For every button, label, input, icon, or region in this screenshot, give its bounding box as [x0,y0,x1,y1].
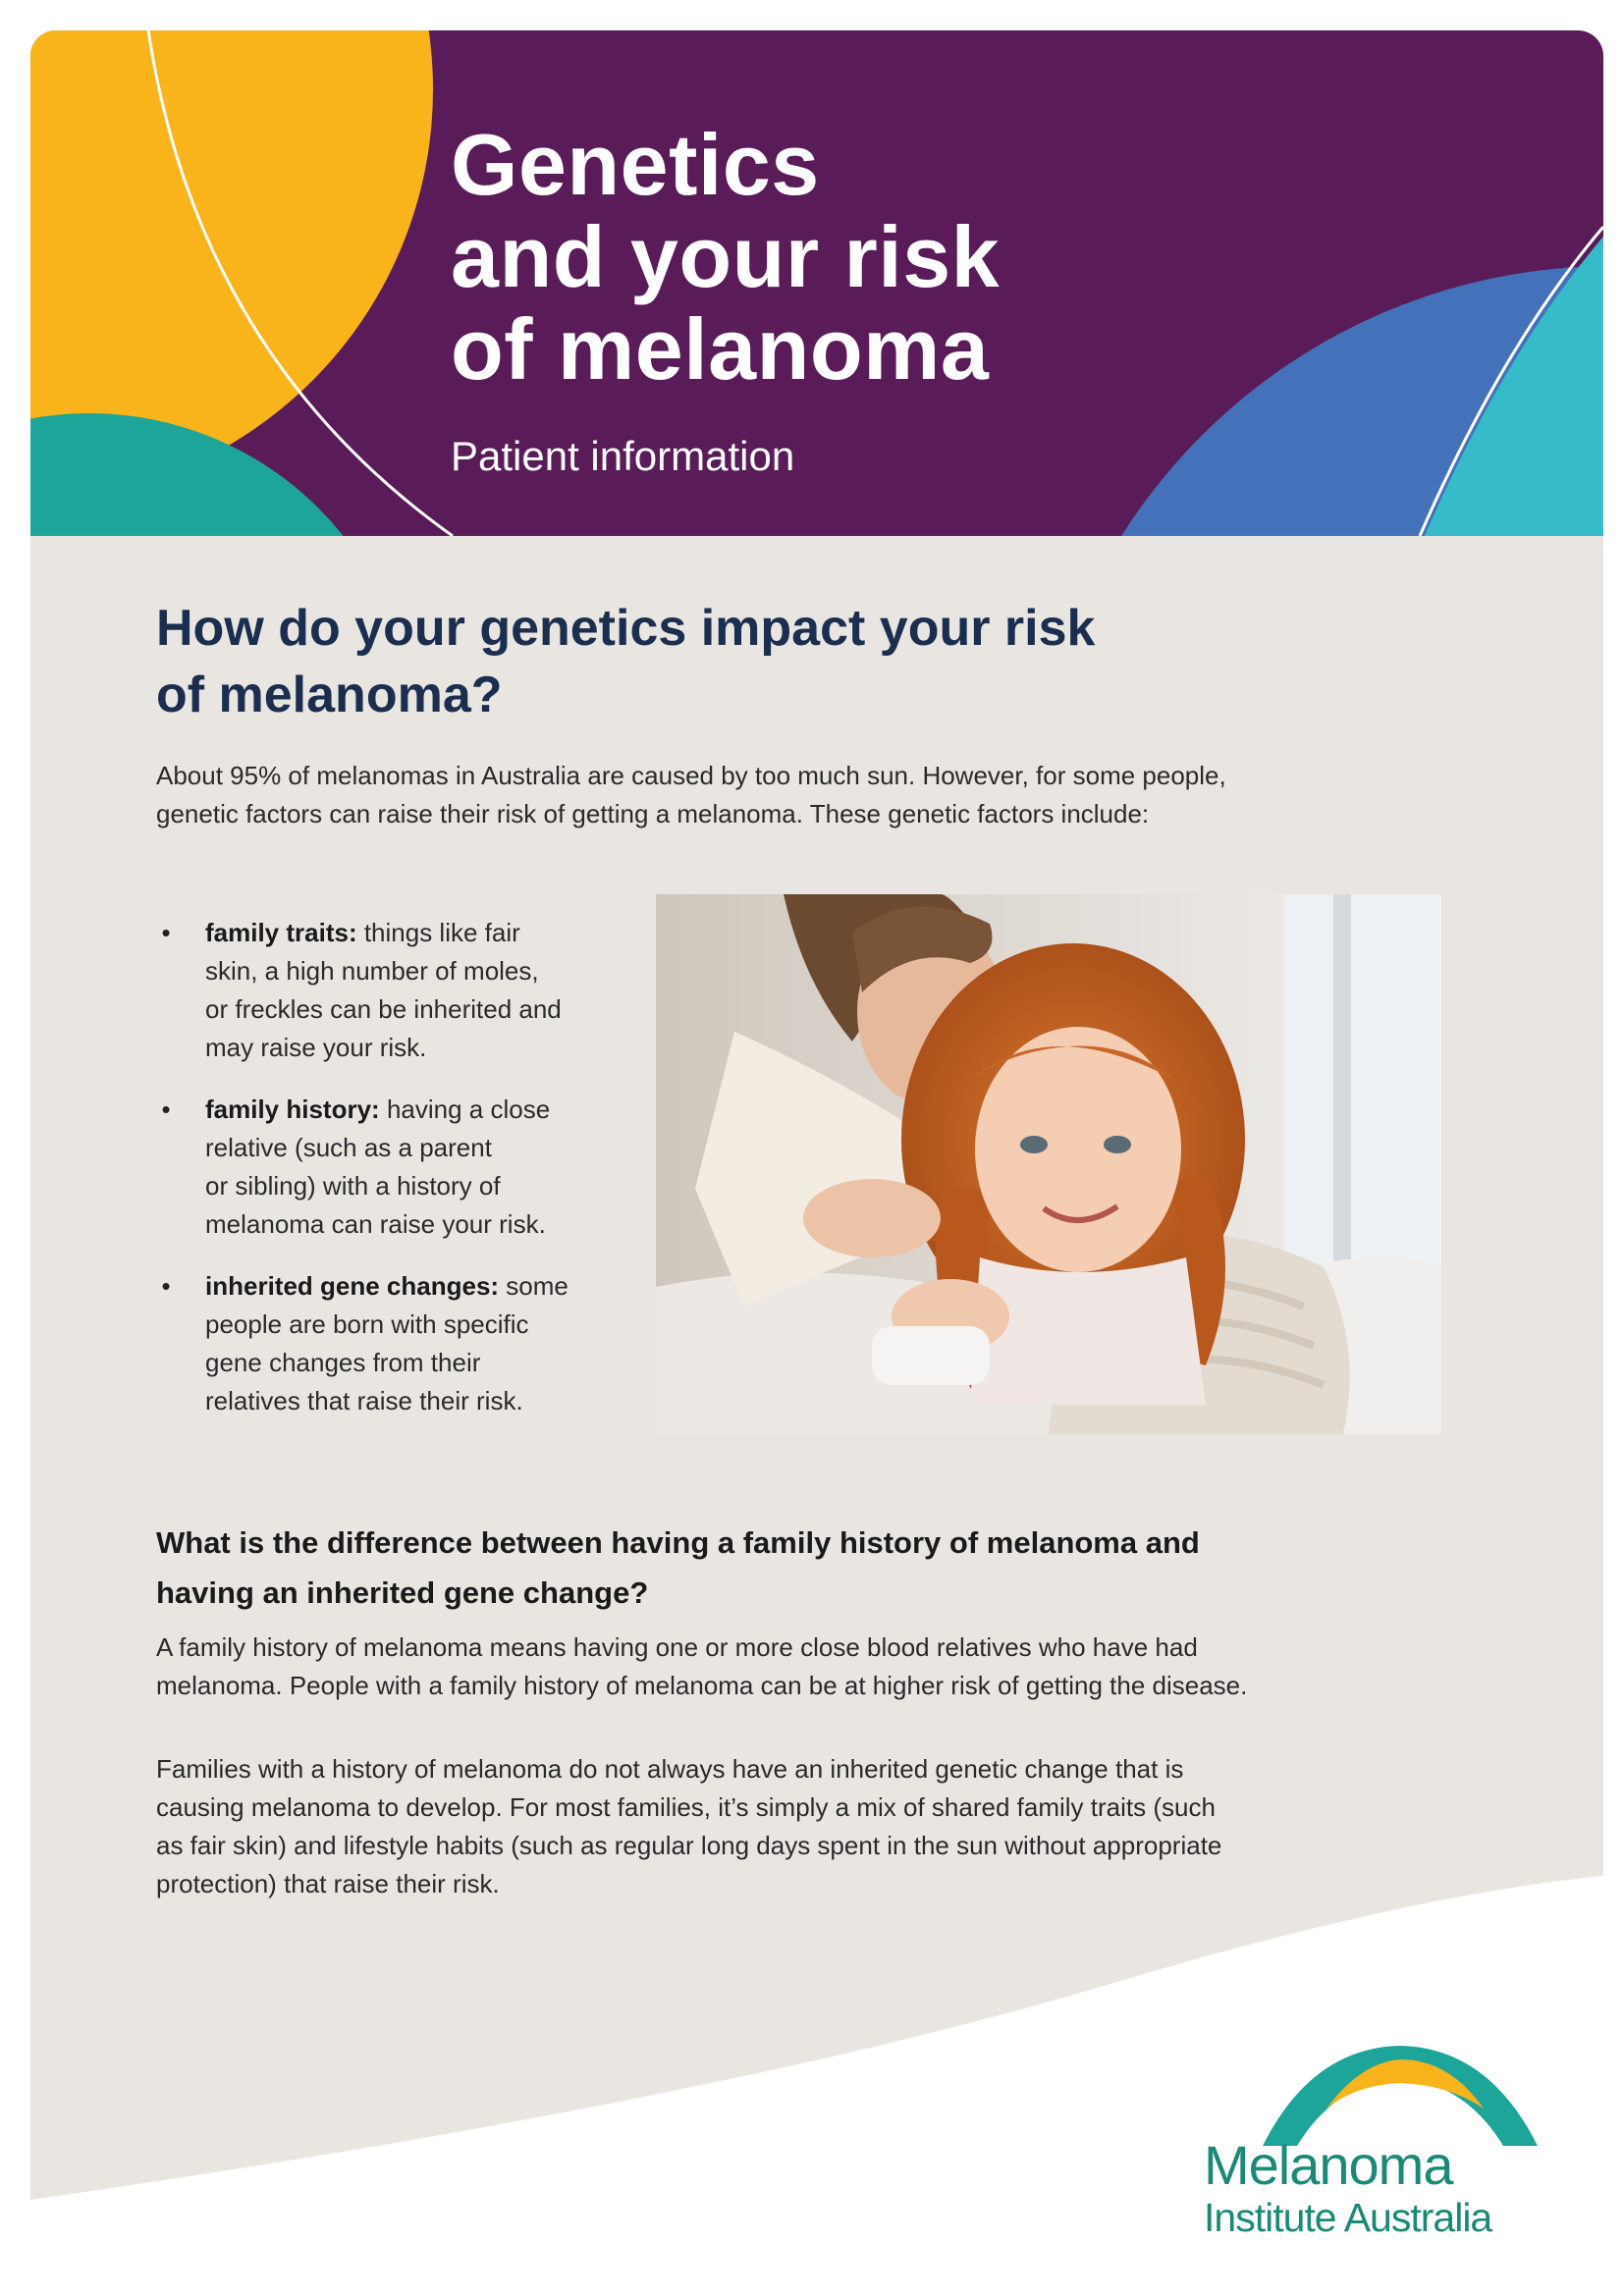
photo-illustration [656,894,1441,1434]
list-item-line: relative (such as a parent [205,1133,492,1162]
bullet-icon: • [161,1095,171,1124]
intro-paragraph [156,757,1462,833]
title-line-2: and your risk [451,208,1001,305]
page-card [30,30,1603,2273]
paragraph-line: melanoma. People with a family history of melanoma can be at higher risk of getting the disease. [156,1671,1248,1700]
list-item-term: inherited gene changes: [205,1271,500,1301]
difference-heading-line: What is the difference between having a family history of melanoma and [156,1525,1200,1560]
list-item-line [205,1091,647,1129]
list-item-term: family traits: [205,918,357,947]
list-item-line: people are born with specific [205,1309,529,1339]
melanoma-institute-logo [1184,2038,1577,2249]
difference-heading-line: having an inherited gene change? [156,1575,649,1610]
genetic-factors-list [156,914,647,1444]
subtitle: Patient information [451,433,795,479]
paragraph-line: A family history of melanoma means having one or more close blood relatives who have had [156,1632,1198,1662]
list-item [156,914,647,1067]
list-item-line: melanoma can raise your risk. [205,1209,546,1239]
photo-mother-and-child [656,894,1441,1434]
list-item-line: or sibling) with a history of [205,1171,501,1201]
title-line-1: Genetics [451,116,820,213]
paragraph-line: as fair skin) and lifestyle habits (such as regular long days spent in the sun without appropriate [156,1831,1222,1860]
list-item-text: some [499,1271,568,1301]
list-item-line: gene changes from their [205,1348,481,1377]
intro-line: About 95% of melanomas in Australia are caused by too much sun. However, for some people, [156,761,1226,790]
bullet-icon: • [161,1271,171,1301]
paragraph-line: causing melanoma to develop. For most families, it’s simply a mix of shared family traits (such [156,1792,1216,1822]
list-item-text: having a close [379,1095,551,1124]
section-heading [156,595,1334,728]
bullet-icon: • [161,918,171,947]
paragraph-line: protection) that raise their risk. [156,1869,500,1898]
list-item-line: or freckles can be inherited and [205,994,562,1024]
list-item-line: relatives that raise their risk. [205,1386,523,1415]
difference-heading [156,1518,1433,1618]
list-item-term: family history: [205,1095,380,1124]
header-text [451,116,1001,480]
section-heading-line: How do your genetics impact your risk [156,600,1096,657]
family-history-paragraph [156,1629,1472,1705]
list-item-line [205,1267,647,1306]
logo-name: Melanoma [1204,2134,1453,2196]
list-item-text: things like fair [356,918,520,947]
section-heading-line: of melanoma? [156,667,503,723]
list-item-line: skin, a high number of moles, [205,956,539,986]
title-line-3: of melanoma [451,300,990,398]
logo-subname: Institute Australia [1204,2195,1492,2240]
list-item-line [205,914,647,952]
list-item [156,1091,647,1244]
paragraph-line: Families with a history of melanoma do not always have an inherited genetic change that is [156,1754,1184,1784]
list-item-line: may raise your risk. [205,1033,427,1062]
logo-arc-icon [1253,2038,1547,2146]
intro-line: genetic factors can raise their risk of getting a melanoma. These genetic factors include: [156,799,1150,828]
list-item [156,1267,647,1420]
